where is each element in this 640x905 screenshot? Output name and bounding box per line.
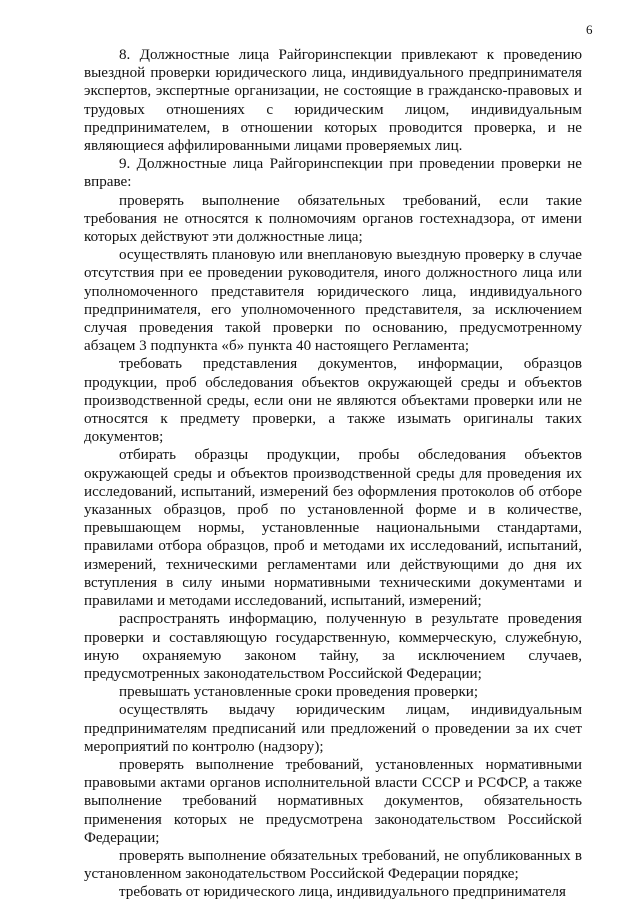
list-item: осуществлять выдачу юридическим лицам, индивидуальным предпринимателям предписаний или предложений о проведении за их счет мероприятий по контролю (надзору); [84, 702, 582, 755]
paragraph-9-intro: 9. Должностные лица Райгоринспекции при проведении проверки не вправе: [84, 156, 582, 191]
list-item: проверять выполнение обязательных требований, если такие требования не относятся к полномочиям органов гостехнадзора, от имени которых действуют эти должностные лица; [84, 192, 582, 246]
list-item: требовать от юридического лица, индивидуального предпринимателя [119, 884, 567, 901]
list-item: отбирать образцы продукции, пробы обследования объектов окружающей среды и объектов производственной среды для проведения их исследований, испытаний, измерений без оформления протоколов об отборе указанных образцов, проб по установленной форме и в количестве, превышающем нормы, установленные национальными стандартами, правилами отбора образцов, проб и методами их исследований, испытаний, измерений, техническими регламентами или действующими до дня их вступления в силу иными нормативными техническими документами и правилами и методами исследований, испытаний, измерений; [84, 447, 582, 610]
list-item: требовать представления документов, информации, образцов продукции, проб обследования объектов окружающей среды и объектов производственной среды, если они не являются объектами проверки или не относятся к предмету проверки, а также изымать оригиналы таких документов; [84, 356, 582, 446]
paragraph-8: 8. Должностные лица Райгоринспекции привлекают к проведению выездной проверки юридического лица, индивидуального предпринимателя экспертов, экспертные организации, не состоящие в гражданско-правовых и трудовых отношениях с юридическим лицом, индивидуальным предпринимателем, в отношении которых проводится проверка, и не являющиеся аффилированными лицами проверяемых лиц. [84, 47, 582, 155]
list-item: превышать установленные сроки проведения проверки; [119, 684, 479, 701]
document-body [84, 46, 582, 902]
list-item: проверять выполнение требований, установленных нормативными правовыми актами органов исполнительной власти СССР и РСФСР, а также выполнение требований нормативных документов, обязательность применения которых не предусмотрена законодательством Российской Федерации; [84, 756, 582, 846]
list-item: проверять выполнение обязательных требований, не опубликованных в установленном законодательством Российской Федерации порядке; [84, 847, 582, 883]
page-number: 6 [586, 22, 593, 37]
list-item: распространять информацию, полученную в результате проведения проверки и составляющую государственную, коммерческую, служебную, иную охраняемую законом тайну, за исключением случаев, предусмотренных законодательством Российской Федерации; [84, 611, 582, 682]
list-item: осуществлять плановую или внеплановую выездную проверку в случае отсутствия при ее проведении руководителя, иного должностного лица или уполномоченного представителя юридического лица, индивидуального предпринимателя, его уполномоченного представителя, за исключением случая проведения такой проверки по основанию, предусмотренному абзацем 3 подпункта «б» пункта 40 настоящего Регламента; [84, 247, 582, 355]
